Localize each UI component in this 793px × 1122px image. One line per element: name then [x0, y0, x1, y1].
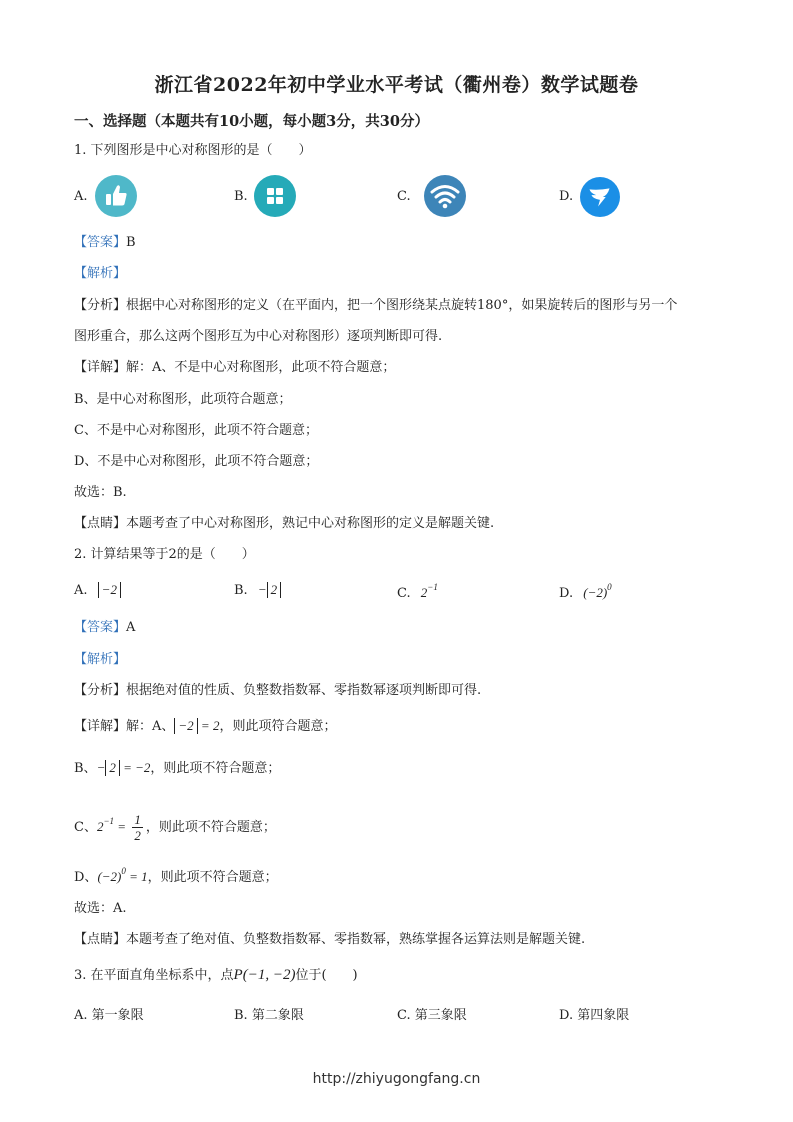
answer-tag: 【答案】 [74, 235, 127, 250]
answer-value: B [126, 235, 136, 250]
q3-option-a-label: A. [74, 1008, 88, 1023]
q1-analysis-line-2: 图形重合，那么这两个图形互为中心对称图形）逐项判断即可得. [74, 329, 443, 344]
q2-analysis: 【分析】根据绝对值的性质、负整数指数幂、零指数幂逐项判断即可得. [74, 683, 482, 698]
q1-detail-a: 【详解】解：A、不是中心对称图形，此项不符合题意； [74, 360, 396, 375]
result: = −2 [119, 760, 151, 775]
q2-option-a-label: A. [74, 583, 88, 598]
detail-prefix: D、 [74, 870, 98, 885]
q3-option-c-text: 第三象限 [414, 1008, 467, 1023]
q2-answer [74, 619, 135, 637]
q2-option-c-exp: −1 [427, 582, 438, 592]
q3-stem-suffix: 位于( ) [295, 968, 358, 983]
q3-point: P(−1, −2) [233, 967, 296, 983]
dingtalk-wing-icon [580, 177, 620, 217]
q1-answer [74, 234, 136, 252]
q1-option-c-label: C. [397, 189, 411, 204]
q1-analysis-tag: 【解析】 [74, 266, 127, 281]
four-squares-icon [254, 175, 296, 217]
q2-detail-c [74, 804, 276, 845]
question-3-stem [74, 966, 358, 985]
q2-detail-b [74, 759, 280, 778]
q2-option-b-expr: 2 [267, 582, 282, 598]
q2-option-c-base: 2 [420, 585, 428, 600]
power-exp: −1 [103, 816, 115, 826]
q2-option-d [559, 582, 612, 601]
abs-expr: 2 [105, 760, 120, 776]
fraction [132, 812, 143, 843]
result: = 2 [197, 718, 220, 733]
q2-option-d-exp: 0 [607, 582, 612, 592]
page-title: 浙江省2022年初中学业水平考试（衢州卷）数学试题卷 [154, 74, 639, 96]
q3-option-a [74, 1004, 144, 1023]
q2-comment: 【点睛】本题考查了绝对值、负整数指数幂、零指数幂，熟练掌握各运算法则是解题关键. [74, 932, 586, 947]
abs-expr: −2 [174, 718, 197, 734]
q3-option-b [234, 1004, 304, 1023]
equals: = [114, 819, 130, 834]
q2-option-b [234, 582, 281, 598]
detail-suffix: ，则此项符合题意； [219, 719, 337, 734]
q3-option-a-text: 第一象限 [91, 1008, 144, 1023]
q2-detail-d [74, 862, 278, 887]
q1-option-d-label: D. [559, 189, 574, 204]
section-heading: 一、选择题（本题共有10小题，每小题3分，共30分） [74, 113, 429, 130]
answer-value: A [126, 620, 136, 635]
q3-option-b-text: 第二象限 [251, 1008, 304, 1023]
q2-option-c-label: C. [397, 586, 411, 601]
q3-option-c-label: C. [397, 1008, 411, 1023]
q3-option-c [397, 1004, 467, 1023]
q2-option-a-expr: −2 [98, 582, 121, 598]
q1-detail-d: D、不是中心对称图形，此项不符合题意； [74, 454, 319, 469]
footer-url[interactable]: http://zhiyugongfang.cn [312, 1071, 481, 1087]
q3-stem-prefix: 3. 在平面直角坐标系中，点 [74, 968, 234, 983]
q1-choose: 故选：B. [74, 485, 127, 500]
power-exp: 0 [121, 866, 126, 876]
detail-prefix: B、 [74, 761, 97, 776]
q2-detail-a [74, 717, 336, 736]
power-base: (−2) [97, 869, 122, 884]
power-base: 2 [96, 819, 104, 834]
q2-option-a [74, 582, 121, 598]
q3-option-d-label: D. [559, 1008, 574, 1023]
q3-option-d [559, 1004, 629, 1023]
q1-detail-c: C、不是中心对称图形，此项不符合题意； [74, 423, 318, 438]
result: = 1 [125, 869, 148, 884]
fraction-numerator: 1 [134, 812, 141, 827]
detail-suffix: ，则此项不符合题意； [147, 870, 278, 885]
q2-option-d-label: D. [559, 586, 574, 601]
q2-analysis-tag: 【解析】 [74, 652, 127, 667]
question-2-stem: 2. 计算结果等于2的是（ ） [74, 547, 255, 562]
detail-suffix: ，则此项不符合题意； [150, 761, 281, 776]
thumbs-up-icon [95, 175, 137, 217]
q3-option-d-text: 第四象限 [577, 1008, 630, 1023]
detail-suffix: ，则此项不符合题意； [145, 820, 276, 835]
wifi-icon [424, 175, 466, 217]
detail-prefix: C、 [74, 820, 97, 835]
question-1-stem: 1. 下列图形是中心对称图形的是（ ） [74, 143, 312, 158]
q1-option-a-label: A. [74, 189, 88, 204]
q2-choose: 故选：A. [74, 901, 127, 916]
sign: − [96, 760, 106, 775]
detail-prefix: 【详解】解：A、 [74, 719, 175, 734]
q1-comment: 【点睛】本题考查了中心对称图形，熟记中心对称图形的定义是解题关键. [74, 516, 495, 531]
fraction-denominator: 2 [134, 828, 141, 843]
q1-option-b-label: B. [234, 189, 248, 204]
q1-detail-b: B、是中心对称图形，此项符合题意； [74, 392, 292, 407]
q1-analysis-line-1: 【分析】根据中心对称图形的定义（在平面内，把一个图形绕某点旋转180°，如果旋转后的图形与另一个 [74, 298, 678, 313]
q2-option-c [397, 582, 438, 601]
q2-option-d-base: (−2) [583, 585, 608, 600]
q3-option-b-label: B. [234, 1008, 248, 1023]
answer-tag: 【答案】 [74, 620, 127, 635]
q2-option-b-sign: − [257, 582, 267, 597]
q2-option-b-label: B. [234, 583, 248, 598]
